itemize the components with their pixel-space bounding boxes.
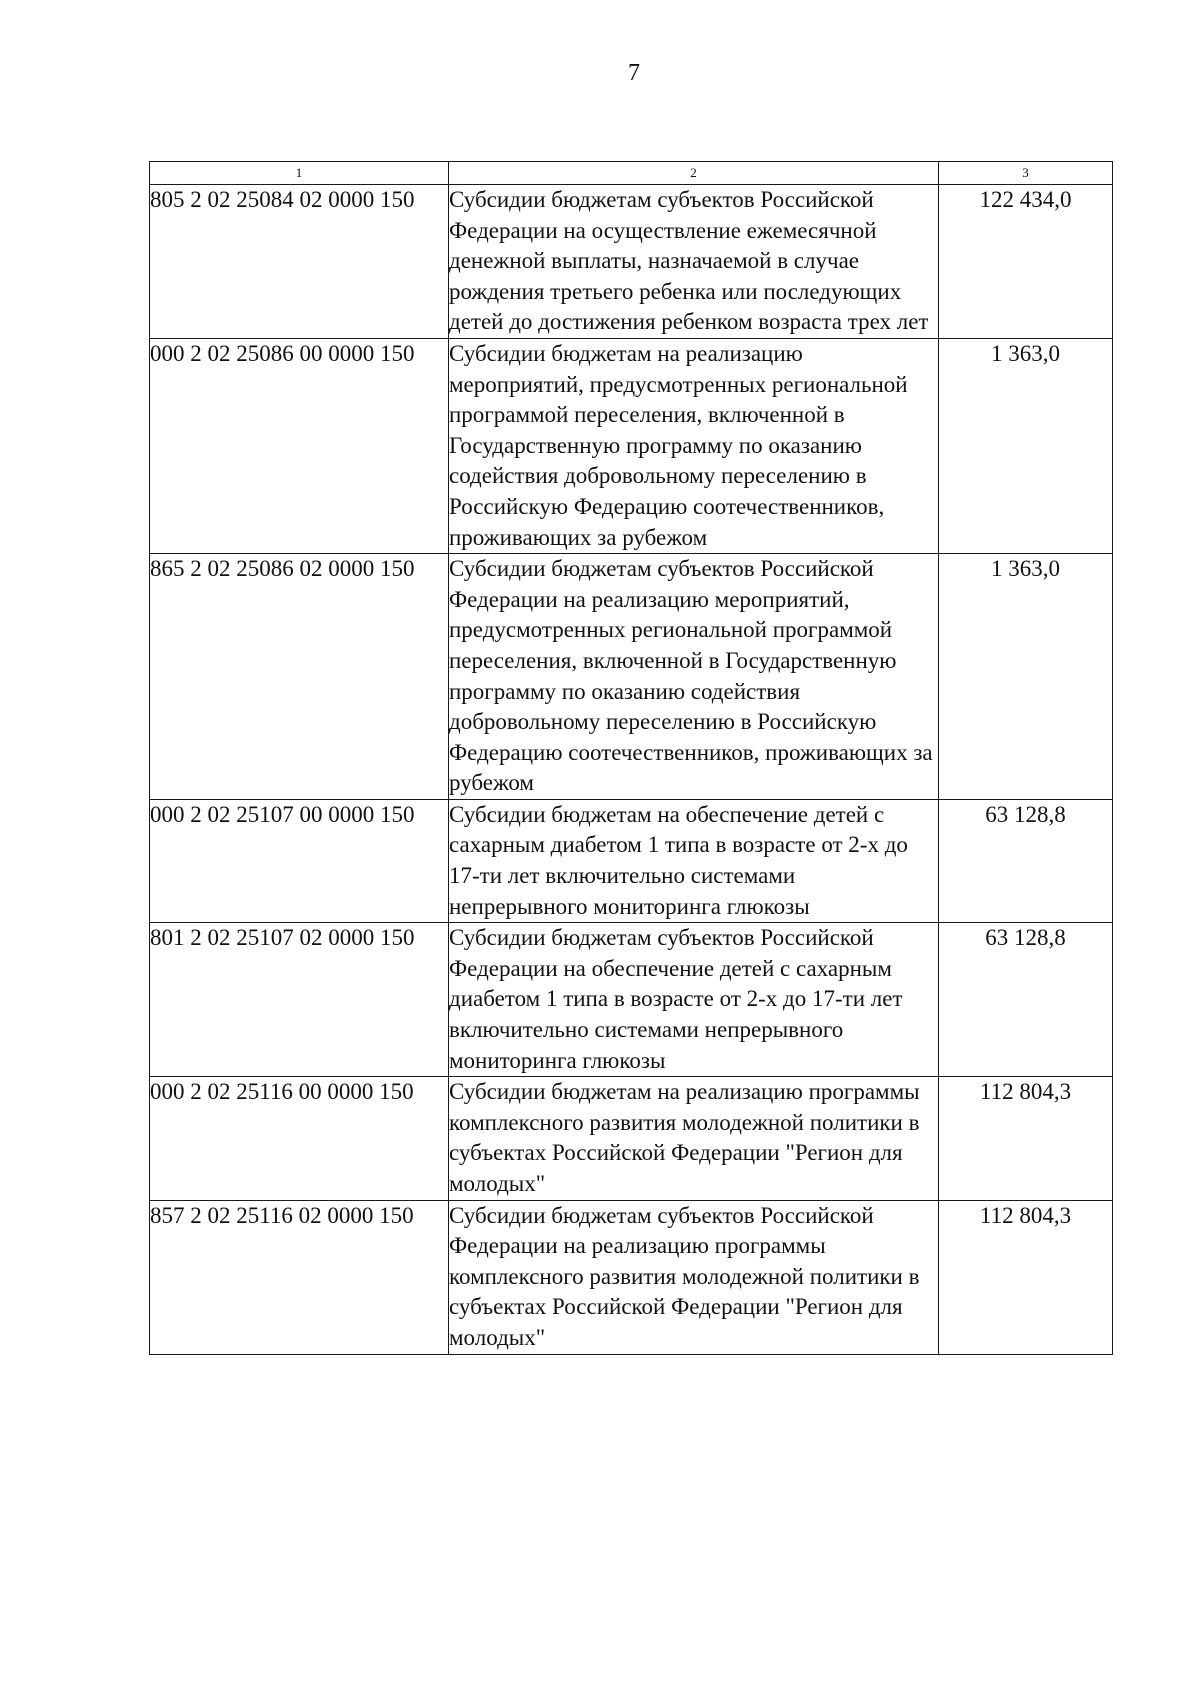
description-cell: Субсидии бюджетам субъектов Российской Федерации на осуществление ежемесячной денежной выплаты, назначаемой в случае рождения третьего ребенка или последующих детей до достижения ребенком возраста трех лет xyxy=(449,185,939,339)
table-row xyxy=(150,1077,1113,1200)
amount-cell: 1 363,0 xyxy=(939,338,1113,553)
description-cell: Субсидии бюджетам субъектов Российской Федерации на обеспечение детей с сахарным диабетом 1 типа в возрасте от 2-х до 17-ти лет включительно системами непрерывного мониторинга глюкозы xyxy=(449,923,939,1077)
table-row xyxy=(150,923,1113,1077)
column-header-amount: 3 xyxy=(939,162,1113,185)
column-header-name: 2 xyxy=(449,162,939,185)
description-cell: Субсидии бюджетам субъектов Российской Федерации на реализацию программы комплексного развития молодежной политики в субъектах Российской Федерации "Регион для молодых" xyxy=(449,1200,939,1354)
amount-cell: 112 804,3 xyxy=(939,1077,1113,1200)
budget-code-cell: 000 2 02 25107 00 0000 150 xyxy=(150,799,449,922)
description-cell: Субсидии бюджетам на реализацию программы комплексного развития молодежной политики в субъектах Российской Федерации "Регион для молодых" xyxy=(449,1077,939,1200)
table-row xyxy=(150,338,1113,553)
page-number: 7 xyxy=(628,60,640,86)
description-cell: Субсидии бюджетам субъектов Российской Федерации на реализацию мероприятий, предусмотренных региональной программой переселения, включенной в Государственную программу по оказанию содействия добровольному переселению в Российскую Федерацию соотечественников, проживающих за рубежом xyxy=(449,554,939,800)
budget-code-cell: 000 2 02 25086 00 0000 150 xyxy=(150,338,449,553)
amount-cell: 63 128,8 xyxy=(939,799,1113,922)
budget-code-cell: 865 2 02 25086 02 0000 150 xyxy=(150,554,449,800)
budget-code-cell: 000 2 02 25116 00 0000 150 xyxy=(150,1077,449,1200)
budget-code-cell: 857 2 02 25116 02 0000 150 xyxy=(150,1200,449,1354)
amount-cell: 1 363,0 xyxy=(939,554,1113,800)
amount-cell: 63 128,8 xyxy=(939,923,1113,1077)
budget-code-cell: 805 2 02 25084 02 0000 150 xyxy=(150,185,449,339)
budget-code-cell: 801 2 02 25107 02 0000 150 xyxy=(150,923,449,1077)
column-header-code: 1 xyxy=(150,162,449,185)
description-cell: Субсидии бюджетам на реализацию мероприятий, предусмотренных региональной программой переселения, включенной в Государственную программу по оказанию содействия добровольному переселению в Российскую Федерацию соотечественников, проживающих за рубежом xyxy=(449,338,939,553)
budget-table xyxy=(149,161,1113,1355)
table-row xyxy=(150,799,1113,922)
amount-cell: 112 804,3 xyxy=(939,1200,1113,1354)
amount-cell: 122 434,0 xyxy=(939,185,1113,339)
table-row xyxy=(150,554,1113,800)
header-row xyxy=(150,162,1113,185)
table-row xyxy=(150,1200,1113,1354)
table-row xyxy=(150,185,1113,339)
description-cell: Субсидии бюджетам на обеспечение детей с сахарным диабетом 1 типа в возрасте от 2-х до 17-ти лет включительно системами непрерывного мониторинга глюкозы xyxy=(449,799,939,922)
